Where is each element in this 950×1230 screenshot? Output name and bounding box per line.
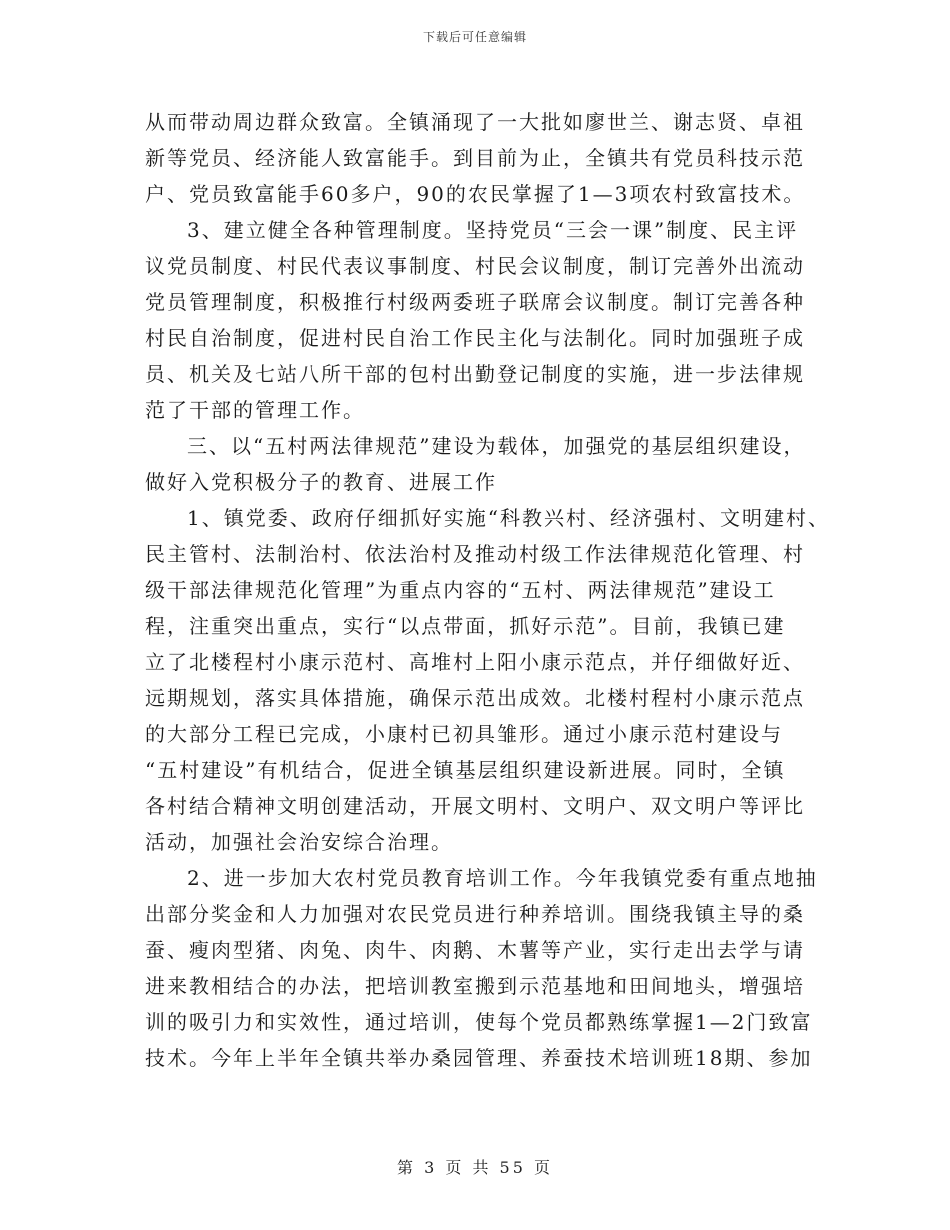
page-number-footer: 第 3 页 共 55 页 [397,1158,553,1177]
text-line: 活动，加强社会治安综合治理。 [145,830,453,854]
text-line: 新等党员、经济能人致富能手。到目前为止，全镇共有党员科技示范 [145,146,805,170]
text-line: 员、机关及七站八所干部的包村出勤登记制度的实施，进一步法律规 [145,362,805,386]
text-line: 的大部分工程已完成，小康村已初具雏形。通过小康示范村建设与 [145,722,783,746]
text-line: 级干部法律规范化管理”为重点内容的“五村、两法律规范”建设工 [145,578,776,602]
paragraph-start-line: 1、镇党委、政府仔细抓好实施“科教兴村、经济强村、文明建村、 [187,506,830,530]
text-line: 立了北楼程村小康示范村、高堆村上阳小康示范点，并仔细做好近、 [145,650,805,674]
text-line: 程，注重突出重点，实行“以点带面，抓好示范”。目前，我镇已建 [145,614,786,638]
text-line: 党员管理制度，积极推行村级两委班子联席会议制度。制订完善各种 [145,290,805,314]
text-line: 民主管村、法制治村、依法治村及推动村级工作法律规范化管理、村 [145,542,805,566]
section-heading-line: 三、以“五村两法律规范”建设为载体，加强党的基层组织建设， [187,434,806,458]
text-line: “五村建设”有机结合，促进全镇基层组织建设新进展。同时，全镇 [145,758,786,782]
text-line: 出部分奖金和人力加强对农民党员进行种养培训。围绕我镇主导的桑 [145,902,805,926]
page-header-note: 下载后可任意编辑 [422,30,527,44]
text-line: 户、党员致富能手60多户，90的农民掌握了1—3项农村致富技术。 [145,182,806,206]
text-line: 各村结合精神文明创建活动，开展文明村、文明户、双文明户等评比 [145,794,805,818]
text-line: 议党员制度、村民代表议事制度、村民会议制度，制订完善外出流动 [145,254,805,278]
text-line: 村民自治制度，促进村民自治工作民主化与法制化。同时加强班子成 [145,326,805,350]
text-line: 范了干部的管理工作。 [145,398,365,422]
text-line: 远期规划，落实具体措施，确保示范出成效。北楼村程村小康示范点 [145,686,805,710]
text-line: 从而带动周边群众致富。全镇涌现了一大批如廖世兰、谢志贤、卓祖 [145,110,805,134]
text-line: 进来教相结合的办法，把培训教室搬到示范基地和田间地头，增强培 [145,974,805,998]
paragraph-start-line: 2、进一步加大农村党员教育培训工作。今年我镇党委有重点地抽 [187,866,818,890]
text-line: 蚕、瘦肉型猪、肉兔、肉牛、肉鹅、木薯等产业，实行走出去学与请 [145,938,805,962]
paragraph-start-line: 3、建立健全各种管理制度。坚持党员“三会一课”制度、民主评 [187,218,799,242]
document-body [145,104,835,1076]
section-heading-line: 做好入党积极分子的教育、进展工作 [145,470,497,494]
text-line: 技术。今年上半年全镇共举办桑园管理、养蚕技术培训班18期、参加 [145,1046,813,1070]
text-line: 训的吸引力和实效性，通过培训，使每个党员都熟练掌握1—2门致富 [145,1010,813,1034]
